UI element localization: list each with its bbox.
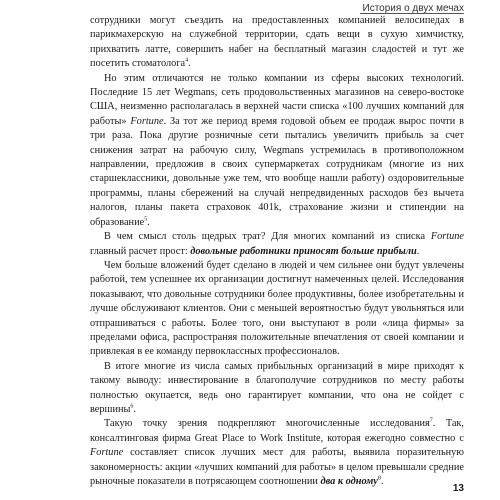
paragraph-2: Но этим отличаются не только компании из сферы высоких технологий. Последние 15 лет Wegmans, сеть продовольственных магазинов на северо-востоке США, неизменно располагалась в верхней части списка «100 лучших компаний для работы» Fortune. За тот же период время годовой объем ее продаж вырос почти в три раза. Пока другие розничные сети пытались увеличить прибыль за счет снижения затрат на рабочую силу, Wegmans устремилась в противоположном направлении, предложив в своих супермаркетах сотрудникам (многие из них старшеклассники, довольные уже тем, что вообще нашли работу) оздоровительные программы, планы сбережений на случай непредвиденных расходов без вычета налогов, планы пакета страховок 401k, страхование жизни и стипендии на образование$^5$. (90, 72, 464, 228)
italic-term: Fortune (130, 115, 164, 127)
emphasis: два к одному (320, 476, 378, 487)
footnote-ref: 8 (377, 475, 381, 482)
paragraph-3: В чем смысл столь щедрых трат? Для многих компаний из списка Fortune главный расчет прост: довольные работники приносят больше прибыли. (90, 231, 464, 257)
paragraph-4: Чем больше вложений будет сделано в людей и чем сильнее они будут увлечены работой, тем успешнее их организации достигнут намеченных целей. Исследования показывают, что довольные сотрудники более продуктивны, более изобретательны и лучше обслуживают клиентов. Они с меньшей вероятностью будут увольняться или отпрашиваться с работы. Более того, они выступают в роли «лица фирмы» за пределами офиса, распространяя положительные впечатления от своей компании и привлекая в ее команду первоклассных профессионалов. (90, 259, 464, 358)
page-number: 13 (452, 483, 464, 494)
paragraph-6: Такую точку зрения подкрепляют многочисленные исследования$^7$. Так, консалтинговая фирма Great Place to Work Institute, которая ежегодно совместно с Fortune составляет список лучших мест для работы, выявила поразительную закономерность: акции «лучших компаний для работы» в целом превышали средние рыночные показатели в потрясающем соотношении два к одному$^8$. (90, 417, 464, 487)
footnote-ref: 4 (185, 57, 189, 64)
footnote-ref: 5 (144, 216, 148, 223)
italic-term: Fortune (90, 447, 124, 459)
italic-term: Fortune (430, 231, 464, 243)
paragraph-5: В итоге многие из числа самых прибыльных организаций в мире приходят к такому выводу: инвестирование в благополучие сотрудников по месту работы полностью окупается, ведь оно гарантирует компании, что она не сойдет с вершины$^6$. (90, 360, 464, 415)
body-text (90, 14, 464, 489)
footnote-ref: 7 (429, 417, 433, 424)
footnote-ref: 6 (130, 403, 134, 410)
emphasis: довольные работники приносят больше прибыли (190, 245, 417, 257)
paragraph-1: сотрудники могут съездить на предоставленных компанией велосипедах в парикмахерскую на служебной территории, сдать вещи в сухую химчистку, прихватить латте, совершить набег на бесплатный магазин сладостей и тут же посетить стоматолога$^4$. (90, 15, 464, 70)
running-header: История о двух мечах (362, 3, 464, 14)
